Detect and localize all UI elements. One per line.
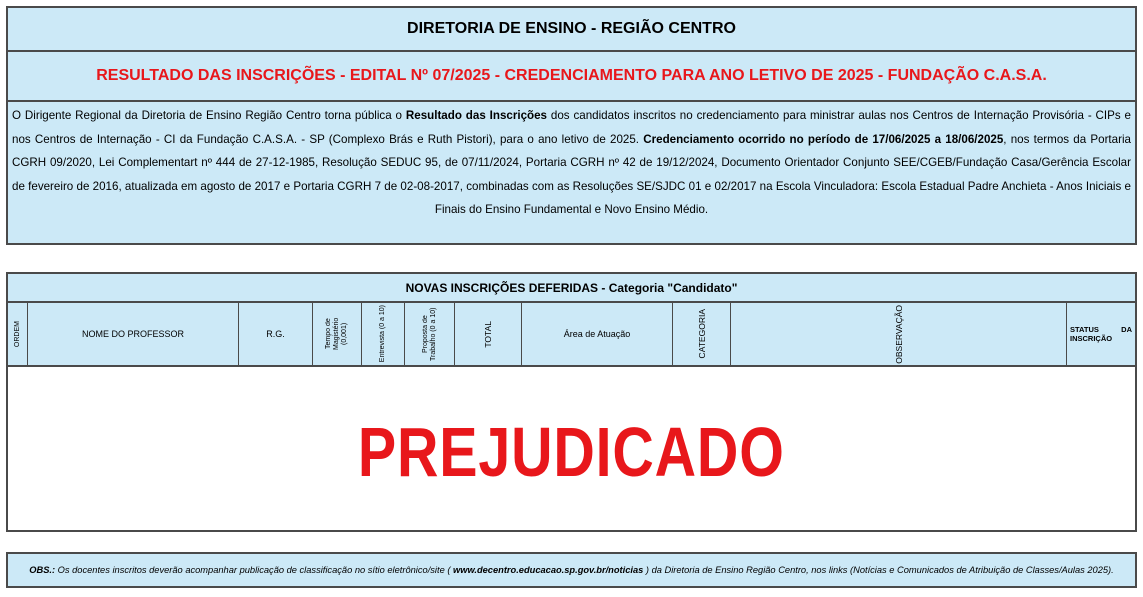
col-total	[455, 303, 522, 365]
col-proposta	[405, 303, 455, 365]
col-categoria	[673, 303, 731, 365]
announcement-part-2: dos candidatos inscritos no credenciamento para ministrar aulas nos Centros de Internação Provisória - CIPs e nos Centros de Internação - CI da Fundação C.A.S.A. - SP (Complexo Brás e Ruth Pistori), para o ano letivo de 2025.	[12, 109, 1131, 146]
col-ordem	[8, 303, 28, 365]
col-entrevista	[362, 303, 405, 365]
col-nome	[28, 303, 239, 365]
col-tempo	[313, 303, 362, 365]
obs-text-1: Os docentes inscritos deverão acompanhar publicação de classificação no sítio eletrônico/site (	[55, 565, 454, 575]
col-total-label: TOTAL	[483, 320, 493, 348]
header-panel	[6, 6, 1137, 245]
col-rg	[239, 303, 313, 365]
obs-note	[6, 552, 1137, 588]
obs-link[interactable]: www.decentro.educacao.sp.gov.br/noticias	[453, 565, 644, 575]
col-categoria-label: CATEGORIA	[696, 309, 707, 359]
obs-text-2: ) da Diretoria de Ensino Região Centro, nos links (Notícias e Comunicados de Atribuição de Classes/Aulas 2025).	[643, 565, 1114, 575]
table-title: NOVAS INSCRIÇÕES DEFERIDAS - Categoria "Candidato"	[8, 274, 1135, 303]
col-status	[1067, 303, 1135, 365]
announcement-text	[8, 102, 1135, 243]
prejudicado-stamp: PREJUDICADO	[358, 412, 785, 491]
announcement-part-1: O Dirigente Regional da Diretoria de Ensino Região Centro torna pública o	[12, 109, 406, 122]
edital-title: RESULTADO DAS INSCRIÇÕES - EDITAL Nº 07/2025 - CREDENCIAMENTO PARA ANO LETIVO DE 2025 - FUNDAÇÃO C.A.S.A.	[8, 52, 1135, 102]
col-entrevista-label: Entrevista (0 a 10)	[379, 305, 386, 363]
announcement-bold-1: Resultado das Inscrições	[405, 109, 548, 122]
col-rg-label: R.G.	[266, 329, 285, 339]
col-observacao-label: OBSERVAÇÃO	[893, 304, 904, 364]
status-word: STATUS	[1070, 325, 1099, 334]
col-observacao	[731, 303, 1067, 365]
obs-label: OBS.:	[29, 565, 56, 575]
table-body	[8, 367, 1135, 530]
table-header-row	[8, 303, 1135, 367]
announcement-part-3: , nos termos da Portaria CGRH 09/2020, Lei Complementart nº 444 de 27-12-1985, Resolução SEDUC 95, de 07/11/2024, Portaria CGRH nº 42 de 19/12/2024, Documento Orientador Conjunto SEE/CGEB/Fundação Casa/Gerência Escolar de fevereiro de 2016, atualizada em agosto de 2017 e Portaria CGRH 7 de 02-08-2017, combinadas com as Resoluções SE/SJDC 01 e 02/2017 na Escola Vinculadora: Escola Estadual Padre Anchieta - Anos Iniciais e Finais do Ensino Fundamental e Novo Ensino Médio.	[12, 132, 1131, 217]
status-line-1	[1067, 325, 1135, 334]
results-table	[6, 272, 1137, 532]
page-title: DIRETORIA DE ENSINO - REGIÃO CENTRO	[8, 8, 1135, 52]
status-da-word: DA	[1121, 325, 1132, 334]
status-line-2: INSCRIÇÃO	[1070, 334, 1113, 343]
col-proposta-label: Proposta de Trabalho (0 a 10)	[421, 307, 437, 361]
col-area-label: Área de Atuação	[563, 329, 631, 339]
col-status-label	[1067, 325, 1135, 343]
col-area	[522, 303, 673, 365]
announcement-bold-2: Credenciamento ocorrido no período de 17/06/2025 a 18/06/2025	[643, 132, 1004, 146]
col-ordem-label: ORDEM	[13, 320, 21, 348]
col-nome-label: NOME DO PROFESSOR	[81, 329, 184, 339]
col-tempo-label: Tempo de Magistério (0,001)	[325, 317, 348, 351]
